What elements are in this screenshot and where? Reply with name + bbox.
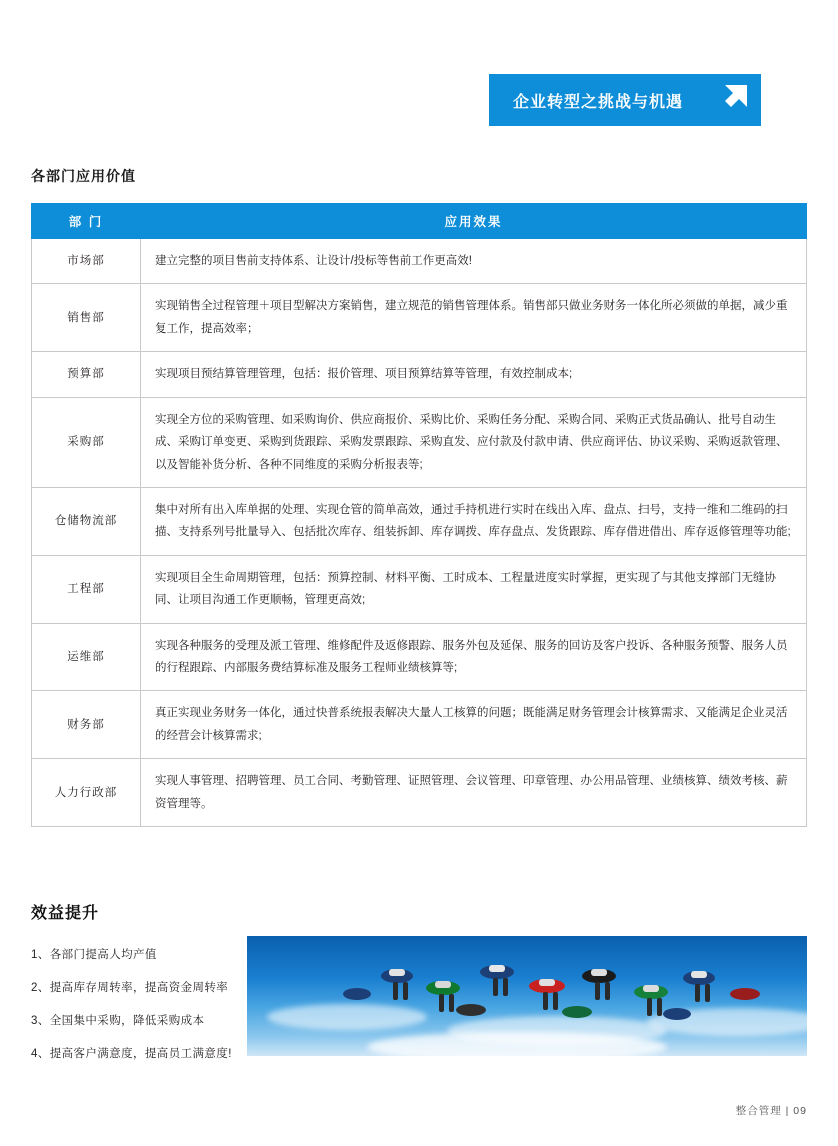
list-item: 4、提高客户满意度，提高员工满意度!	[31, 1048, 232, 1060]
cell-department: 销售部	[32, 284, 141, 352]
skydivers-formation-photo	[247, 936, 807, 1056]
cell-effect: 真正实现业务财务一体化，通过快普系统报表解决大量人工核算的问题；既能满足财务管理会计核算需求、又能满足企业灵活的经营会计核算需求;	[141, 691, 807, 759]
table-row	[32, 623, 807, 691]
table-header-row	[32, 204, 807, 239]
list-item: 1、各部门提高人均产值	[31, 949, 157, 961]
list-item: 2、提高库存周转率，提高资金周转率	[31, 982, 229, 994]
cell-effect: 实现人事管理、招聘管理、员工合同、考勤管理、证照管理、会议管理、印章管理、办公用品管理、业绩核算、绩效考核、薪资管理等。	[141, 759, 807, 827]
cell-department: 工程部	[32, 555, 141, 623]
cell-effect: 实现销售全过程管理＋项目型解决方案销售，建立规范的销售管理体系。销售部只做业务财务一体化所必须做的单据，减少重复工作，提高效率；	[141, 284, 807, 352]
cell-effect: 集中对所有出入库单据的处理、实现仓管的简单高效，通过手持机进行实时在线出入库、盘点、扫号，支持一维和二维码的扫描、支持系列号批量导入、包括批次库存、组装拆卸、库存调拨、库存盘点、发货跟踪、库存借进借出、库存返修管理等功能;	[141, 487, 807, 555]
table-row	[32, 397, 807, 487]
table-row	[32, 555, 807, 623]
table-row	[32, 352, 807, 397]
table-row	[32, 239, 807, 284]
arrow-up-right-icon	[717, 85, 747, 115]
page-title: 企业转型之挑战与机遇	[513, 93, 684, 111]
table-row	[32, 759, 807, 827]
skydivers-group-icon	[247, 936, 807, 1056]
cell-effect: 实现项目预结算管理管理，包括：报价管理、项目预算结算等管理，有效控制成本;	[141, 352, 807, 397]
section-heading-benefit: 效益提升	[31, 905, 100, 922]
cell-effect: 实现项目全生命周期管理，包括：预算控制、材料平衡、工时成本、工程量进度实时掌握，更实现了与其他支撑部门无缝协同、让项目沟通工作更顺畅，管理更高效;	[141, 555, 807, 623]
section-heading-department-value: 各部门应用价值	[31, 168, 136, 184]
department-value-table	[31, 203, 807, 827]
table-row	[32, 691, 807, 759]
page-footer: 整合管理 | 09	[735, 1105, 807, 1117]
benefit-list	[31, 946, 251, 1078]
cell-department: 财务部	[32, 691, 141, 759]
cell-department: 运维部	[32, 623, 141, 691]
cell-department: 采购部	[32, 397, 141, 487]
table-row	[32, 284, 807, 352]
cell-effect: 建立完整的项目售前支持体系、让设计/投标等售前工作更高效!	[141, 239, 807, 284]
cell-effect: 实现全方位的采购管理、如采购询价、供应商报价、采购比价、采购任务分配、采购合同、采购正式货品确认、批号自动生成、采购订单变更、采购到货跟踪、采购发票跟踪、采购直发、应付款及付款申请、供应商评估、协议采购、采购返款管理、以及智能补货分析、各种不同维度的采购分析报表等;	[141, 397, 807, 487]
table-row	[32, 487, 807, 555]
header-banner	[489, 74, 761, 126]
table-header-effect: 应用效果	[141, 204, 807, 239]
cell-department: 预算部	[32, 352, 141, 397]
cell-department: 人力行政部	[32, 759, 141, 827]
cell-department: 市场部	[32, 239, 141, 284]
list-item: 3、全国集中采购，降低采购成本	[31, 1015, 205, 1027]
table-header-department: 部 门	[32, 204, 141, 239]
cell-department: 仓储物流部	[32, 487, 141, 555]
cell-effect: 实现各种服务的受理及派工管理、维修配件及返修跟踪、服务外包及延保、服务的回访及客户投诉、各种服务预警、服务人员的行程跟踪、内部服务费结算标准及服务工程师业绩核算等;	[141, 623, 807, 691]
